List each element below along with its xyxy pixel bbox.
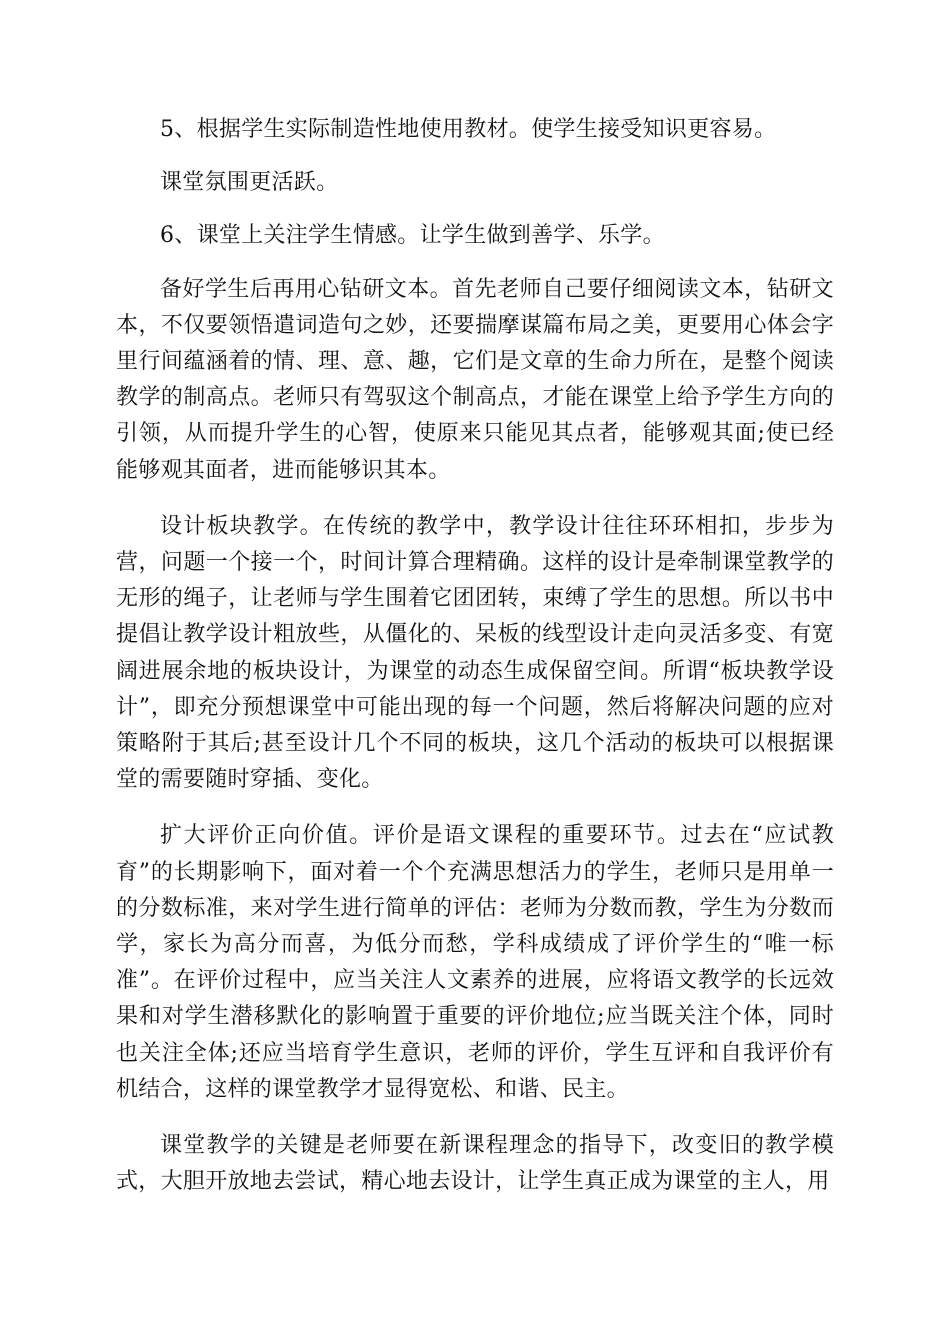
paragraph-item-5-continued: 课堂氛围更活跃。 bbox=[160, 170, 339, 196]
paragraph-item-5: 5、根据学生实际制造性地使用教材。使学生接受知识更容易。 bbox=[160, 117, 777, 142]
paragraph-evaluation: 扩大评价正向价值。评价是语文课程的重要环节。过去在“应试教育”的长期影响下，面对着一个个充满思想活力的学生，老师只是用单一的分数标准，来对学生进行简单的评估：老师为分数而教，学生为分数而学，家长为高分而喜，为低分而愁，学科成绩成了评价学生的“唯一标准”。在评价过程中，应当关注人文素养的进展，应将语文教学的长远效果和对学生潜移默化的影响置于重要的评价地位;应当既关注个体，同时也关注全体;还应当培育学生意识，老师的评价，学生互评和自我评价有机结合，这样的课堂教学才显得宽松、和谐、民主。 bbox=[116, 823, 834, 1102]
paragraph-classroom-key: 课堂教学的关键是老师要在新课程理念的指导下，改变旧的教学模式，大胆开放地去尝试，精心地去设计，让学生真正成为课堂的主人，用 bbox=[116, 1133, 834, 1195]
document-body bbox=[116, 112, 834, 1200]
paragraph-block-teaching: 设计板块教学。在传统的教学中，教学设计往往环环相扣，步步为营，问题一个接一个，时间计算合理精确。这样的设计是牵制课堂教学的无形的绳子，让老师与学生围着它团团转，束缚了学生的思想。所以书中提倡让教学设计粗放些，从僵化的、呆板的线型设计走向灵活多变、有宽阔进展余地的板块设计，为课堂的动态生成保留空间。所谓“板块教学设计”，即充分预想课堂中可能出现的每一个问题，然后将解决问题的应对策略附于其后;甚至设计几个不同的板块，这几个活动的板块可以根据课堂的需要随时穿插、变化。 bbox=[116, 513, 834, 793]
paragraph-text-study: 备好学生后再用心钻研文本。首先老师自己要仔细阅读文本，钻研文本，不仅要领悟遣词造句之妙，还要揣摩谋篇布局之美，更要用心体会字里行间蕴涵着的情、理、意、趣，它们是文章的生命力所在，是整个阅读教学的制高点。老师只有驾驭这个制高点，才能在课堂上给予学生方向的引领，从而提升学生的心智，使原来只能见其点者，能够观其面;使已经能够观其面者，进而能够识其本。 bbox=[116, 276, 834, 483]
paragraph-item-6: 6、课堂上关注学生情感。让学生做到善学、乐学。 bbox=[160, 223, 665, 249]
